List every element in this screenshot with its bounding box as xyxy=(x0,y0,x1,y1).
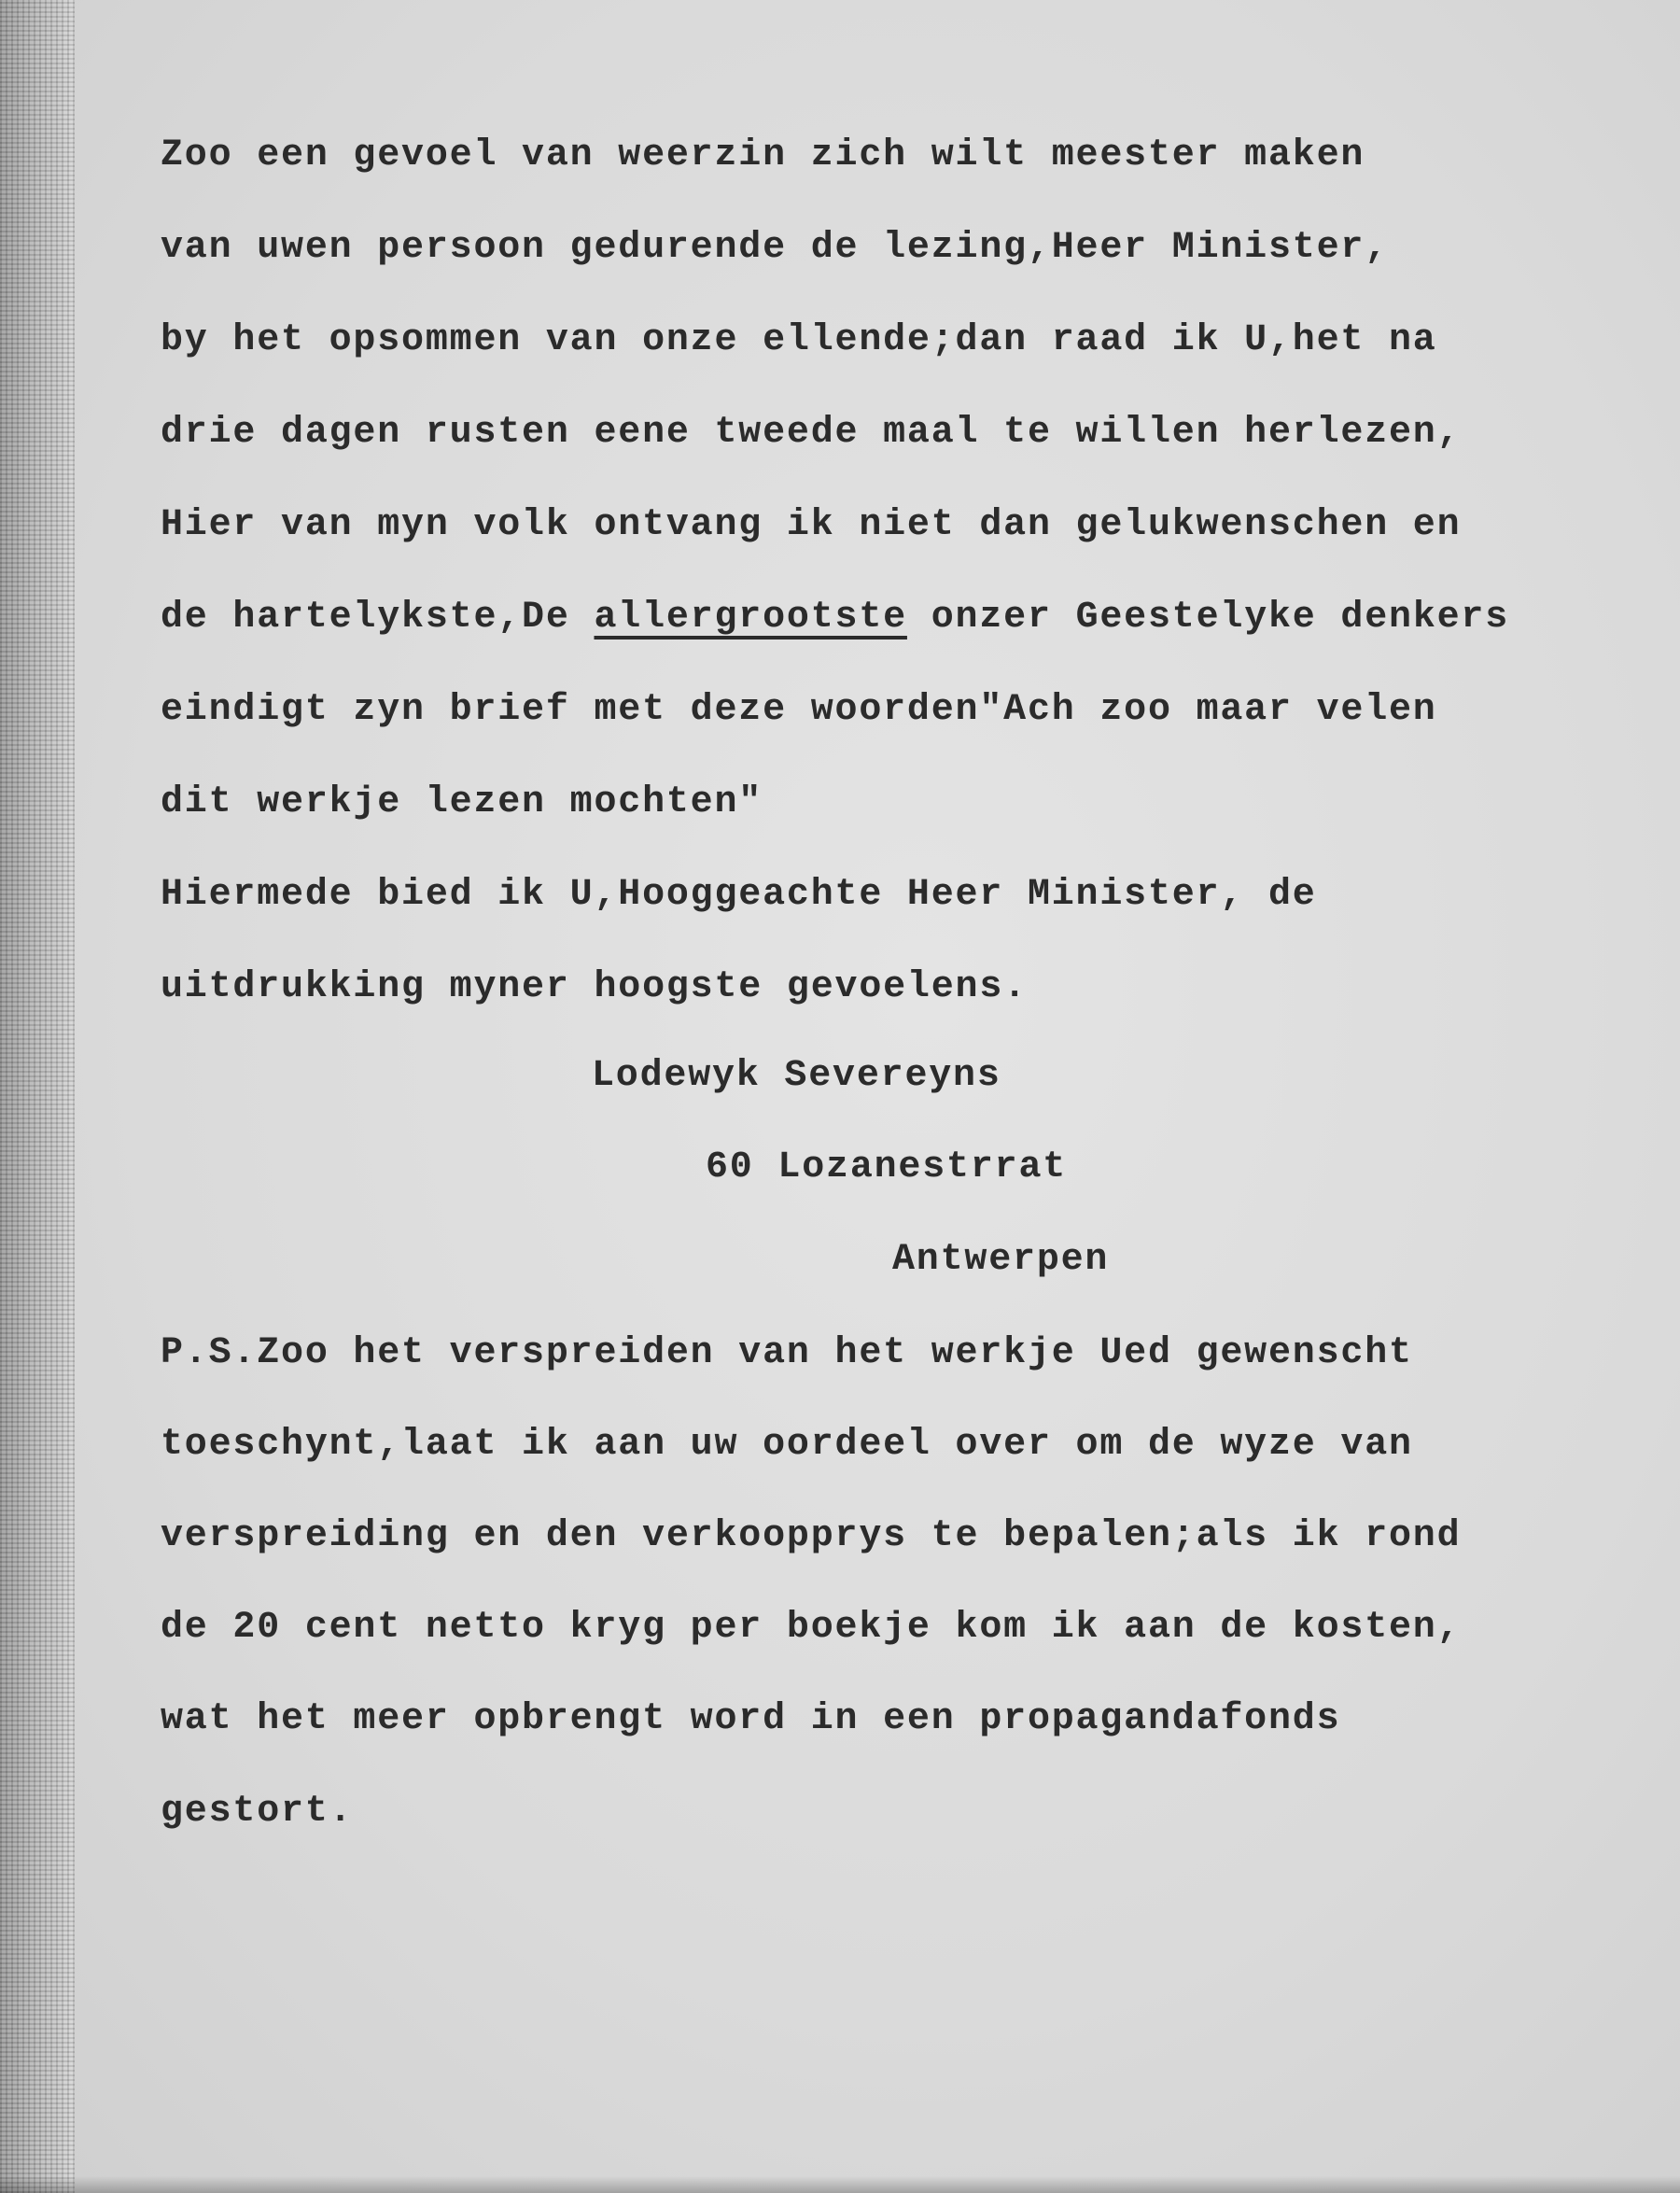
letter-line-6 xyxy=(161,596,1509,640)
bottom-shadow xyxy=(0,2176,1680,2193)
underlined-word: allergrootste xyxy=(594,597,907,639)
letter-line-5: Hier van myn volk ontvang ik niet dan gelukwenschen en xyxy=(161,504,1462,546)
postscript-line-5: wat het meer opbrengt word in een propagandafonds xyxy=(161,1698,1341,1740)
letter-line-8: dit werkje lezen mochten" xyxy=(161,781,763,823)
letter-line-6-start: de hartelykste,De xyxy=(161,597,595,639)
letter-line-2: van uwen persoon gedurende de lezing,Heer Minister, xyxy=(161,227,1389,269)
letter-line-9: Hiermede bied ik U,Hooggeachte Heer Minister, de xyxy=(161,874,1317,916)
letter-line-4: drie dagen rusten eene tweede maal te willen herlezen, xyxy=(161,412,1462,454)
postscript-line-3: verspreiding en den verkoopprys te bepalen;als ik rond xyxy=(161,1515,1462,1557)
letter-line-1: Zoo een gevoel van weerzin zich wilt meester maken xyxy=(161,134,1365,176)
postscript-line-4: de 20 cent netto kryg per boekje kom ik aan de kosten, xyxy=(161,1607,1462,1649)
postscript-line-6: gestort. xyxy=(161,1791,354,1833)
signature-city: Antwerpen xyxy=(892,1239,1110,1281)
letter-line-3: by het opsommen van onze ellende;dan raad ik U,het na xyxy=(161,319,1437,361)
letter-line-7: eindigt zyn brief met deze woorden"Ach zoo maar velen xyxy=(161,689,1437,731)
postscript-line-1: P.S.Zoo het verspreiden van het werkje Ued gewenscht xyxy=(161,1332,1413,1374)
letter-line-10: uitdrukking myner hoogste gevoelens. xyxy=(161,966,1028,1008)
binding-edge xyxy=(0,0,75,2193)
signature-name: Lodewyk Severeyns xyxy=(592,1055,1001,1097)
letter-line-6-end: onzer Geestelyke denkers xyxy=(906,597,1510,639)
postscript-line-2: toeschynt,laat ik aan uw oordeel over om de wyze van xyxy=(161,1424,1413,1466)
signature-street: 60 Lozanestrrat xyxy=(706,1146,1068,1188)
